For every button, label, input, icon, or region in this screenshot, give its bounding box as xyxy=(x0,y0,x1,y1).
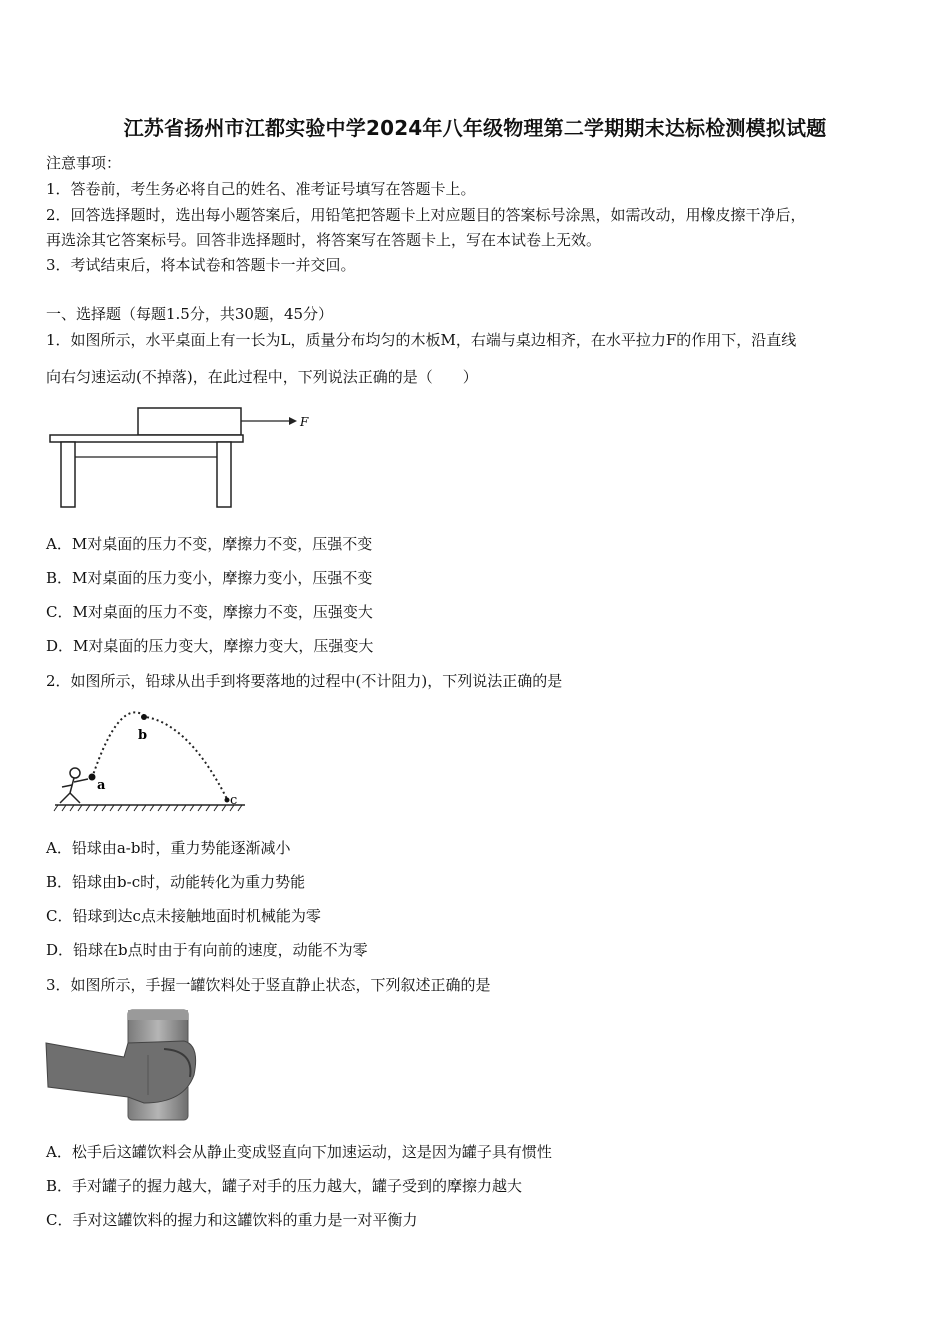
q3-option-c: C．手对这罐饮料的握力和这罐饮料的重力是一对平衡力 xyxy=(46,1211,418,1229)
q1-table-figure xyxy=(45,405,325,515)
q3-stem: 3．如图所示，手握一罐饮料处于竖直静止状态，下列叙述正确的是 xyxy=(46,976,491,994)
force-label: F xyxy=(300,415,309,429)
q3-option-a: A．松手后这罐饮料会从静止变成竖直向下加速运动，这是因为罐子具有惯性 xyxy=(46,1143,552,1161)
notice-item: 1．答卷前，考生务必将自己的姓名、准考证号填写在答题卡上。 xyxy=(46,180,476,198)
q1-option-c: C．M对桌面的压力不变，摩擦力不变，压强变大 xyxy=(46,603,373,621)
notice-item: 2．回答选择题时，选出每小题答案后，用铅笔把答题卡上对应题目的答案标号涂黑，如需改动，用橡皮擦干净后， xyxy=(46,206,806,224)
point-c-label: c xyxy=(230,793,238,808)
notice-heading: 注意事项： xyxy=(46,154,122,172)
q1-option-d: D．M对桌面的压力变大，摩擦力变大，压强变大 xyxy=(46,637,374,655)
point-a-label: a xyxy=(97,778,106,793)
notice-item: 再选涂其它答案标号。回答非选择题时，将答案写在答题卡上，写在本试卷上无效。 xyxy=(46,231,602,249)
q1-option-a: A．M对桌面的压力不变，摩擦力不变，压强不变 xyxy=(46,535,373,553)
q2-option-a: A．铅球由a-b时，重力势能逐渐减小 xyxy=(46,839,291,857)
q2-option-c: C．铅球到达c点未接触地面时机械能为零 xyxy=(46,907,321,925)
q2-shotput-figure xyxy=(50,705,260,815)
q2-stem: 2．如图所示，铅球从出手到将要落地的过程中(不计阻力)，下列说法正确的是 xyxy=(46,672,563,690)
notice-item: 3．考试结束后，将本试卷和答题卡一并交回。 xyxy=(46,256,356,274)
point-b-label: b xyxy=(138,728,148,743)
q2-option-b: B．铅球由b-c时，动能转化为重力势能 xyxy=(46,873,306,891)
q1-option-b: B．M对桌面的压力变小，摩擦力变小，压强不变 xyxy=(46,569,373,587)
q3-option-b: B．手对罐子的握力越大，罐子对手的压力越大，罐子受到的摩擦力越大 xyxy=(46,1177,523,1195)
q3-can-hand-figure xyxy=(44,1005,204,1125)
q1-stem-line2: 向右匀速运动(不掉落)，在此过程中，下列说法正确的是（ ） xyxy=(46,368,478,386)
section-heading: 一、选择题（每题1.5分，共30题，45分） xyxy=(46,305,334,323)
q2-option-d: D．铅球在b点时由于有向前的速度，动能不为零 xyxy=(46,941,368,959)
q1-stem-line1: 1．如图所示，水平桌面上有一长为L，质量分布均匀的木板M，右端与桌边相齐，在水平拉力F的作用下，沿直线 xyxy=(46,331,797,349)
page-title: 江苏省扬州市江都实验中学2024年八年级物理第二学期期末达标检测模拟试题 xyxy=(123,116,827,140)
